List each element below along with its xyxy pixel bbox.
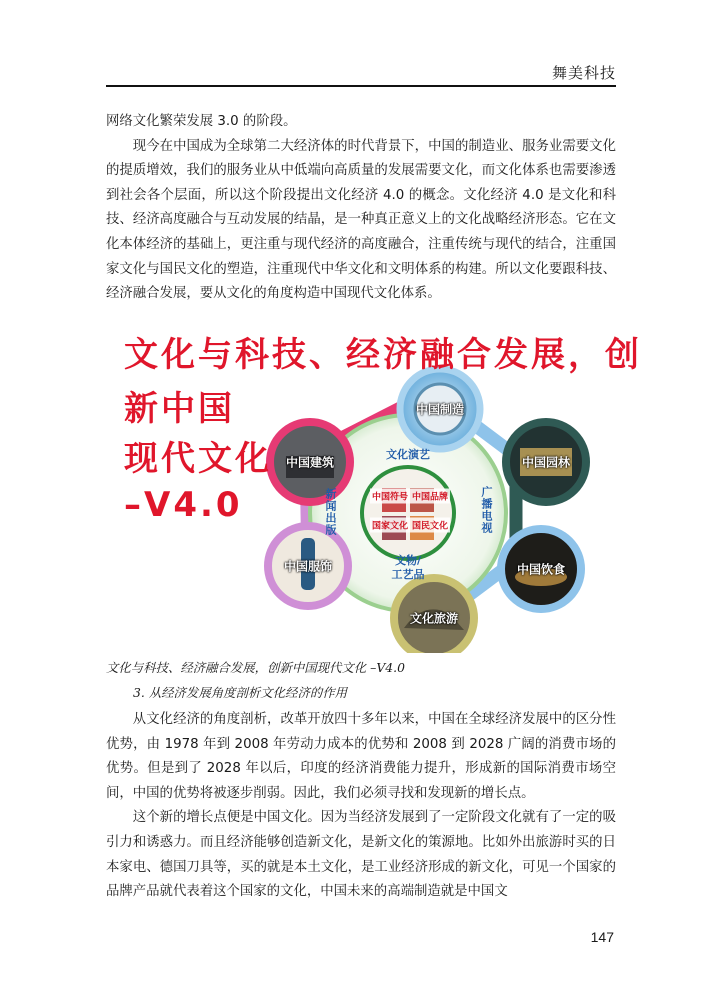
- body-text-bottom: [106, 708, 616, 905]
- node-label-garden: 中国园林: [521, 455, 571, 470]
- center-tile-citizen-culture: 国民文化: [410, 518, 450, 533]
- node-label-food: 中国饮食: [516, 562, 566, 577]
- figure-title-line: 文化与科技、经济融合发展，创: [124, 335, 642, 375]
- paragraph: 从文化经济的角度剖析，改革开放四十多年以来，中国在全球经济发展中的区分性优势，由 1978 年到 2008 年劳动力成本的优势和 2008 到 2028 广阔的消费市场的优势。但是到了 2028 年以后，印度的经济消费能力提升，形成新的国际消费市场空间，中国的优势将被逐步削弱。因此，我们必须寻找和发现新的增长点。: [106, 712, 616, 801]
- figure-title-line: –V4.0: [124, 485, 243, 525]
- center-tile-brand: 中国品牌: [410, 489, 450, 504]
- figure-culture-economy: [108, 328, 642, 653]
- center-label-relics: 文物/: [394, 554, 422, 567]
- body-text-top: [106, 110, 616, 307]
- center-label-performing-arts: 文化演艺: [386, 448, 430, 461]
- node-label-tourism: 文化旅游: [409, 611, 459, 626]
- paragraph: 这个新的增长点便是中国文化。因为当经济发展到了一定阶段文化就有了一定的吸引力和诱惑力。而且经济能够创造新文化，是新文化的策源地。比如外出旅游时买的日本家电、德国刀具等，买的就是本土文化，是工业经济形成的新文化，可见一个国家的品牌产品就代表着这个国家的文化，中国未来的高端制造就是中国文: [106, 810, 616, 900]
- page-number: 147: [590, 929, 614, 945]
- header-rule: [106, 85, 616, 87]
- center-label-broadcasting: 广播电视: [480, 486, 493, 534]
- node-label-clothing: 中国服饰: [283, 559, 333, 574]
- center-inner-circle: [362, 467, 454, 559]
- figure-caption: 文化与科技、经济融合发展，创新中国现代文化 –V4.0: [106, 660, 405, 675]
- center-label-press: 新闻出版: [324, 488, 337, 536]
- header-title: 舞美科技: [551, 64, 616, 82]
- center-tile-national-culture: 国家文化: [370, 518, 410, 533]
- section-subheading: 3. 从经济发展角度剖析文化经济的作用: [133, 685, 348, 700]
- figure-title-line: 新中国: [124, 389, 235, 429]
- paragraph: 网络文化繁荣发展 3.0 的阶段。: [106, 114, 297, 129]
- center-label-crafts: 工艺品: [391, 568, 425, 581]
- figure-title-line: 现代文化: [124, 439, 272, 479]
- center-tile-symbol: 中国符号: [370, 489, 410, 504]
- node-label-architecture: 中国建筑: [285, 455, 335, 470]
- node-label-manufacturing: 中国制造: [415, 402, 465, 417]
- paragraph: 现今在中国成为全球第二大经济体的时代背景下，中国的制造业、服务业需要文化的提质增效，我们的服务业从中低端向高质量的发展需要文化，而文化体系也需要渗透到社会各个层面，所以这个阶段提出文化经济 4.0 的概念。文化经济 4.0 是文化和科技、经济高度融合与互动发展的结晶，是一种真正意义上的文化战略经济形态。它在文化本体经济的基础上，更注重与现代经济的高度融合，注重传统与现代的结合，注重国家文化与国民文化的塑造，注重现代中华文化和文明体系的构建。所以文化要跟科技、经济融合发展，要从文化的角度构造中国现代文化体系。: [106, 138, 616, 302]
